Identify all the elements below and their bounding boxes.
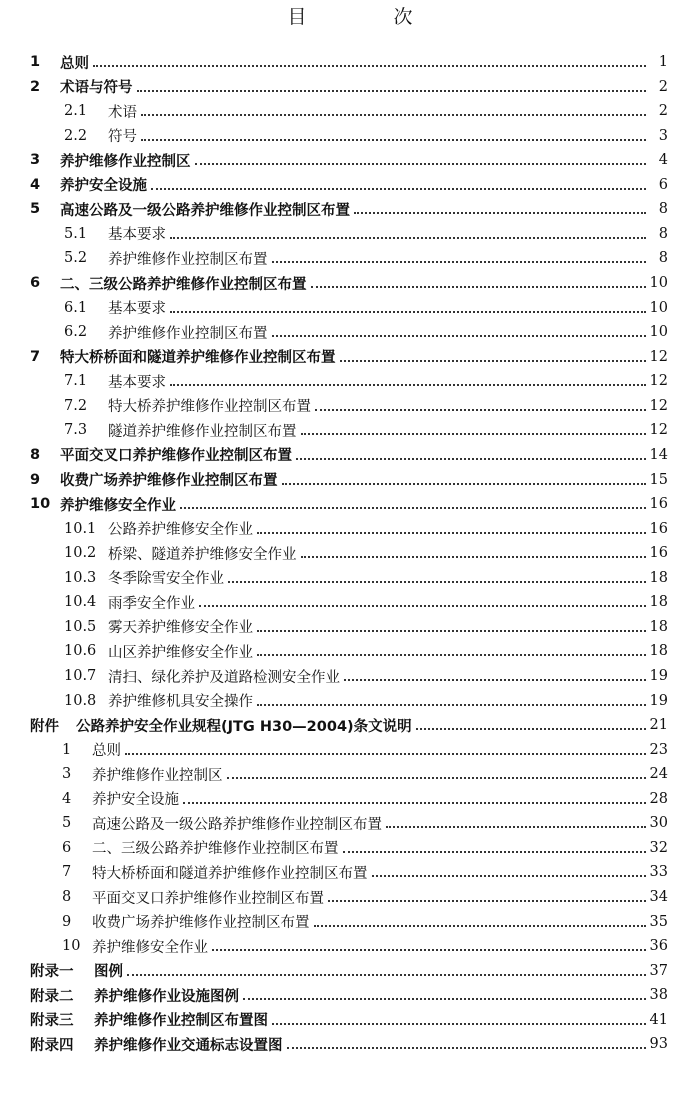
- toc-entry-number: 10.2: [64, 545, 97, 562]
- dot-leader: [195, 149, 647, 165]
- toc-entry-number: 附录一: [30, 964, 74, 981]
- toc-entry[interactable]: [64, 566, 668, 590]
- toc-entry-title: 养护维修机具安全操作: [108, 694, 253, 711]
- toc-entry-title: 平面交叉口养护维修作业控制区布置: [60, 448, 292, 465]
- toc-entry-page: 12: [649, 348, 668, 365]
- toc-entry-title: 高速公路及一级公路养护维修作业控制区布置: [60, 202, 350, 219]
- toc-entry-number: 5: [30, 201, 41, 218]
- dot-leader: [272, 247, 647, 263]
- dot-leader: [372, 861, 646, 877]
- toc-entry-page: 93: [649, 1036, 668, 1053]
- dot-leader: [314, 911, 646, 927]
- toc-entry-page: 21: [649, 717, 668, 734]
- toc-entry-number: 6.1: [64, 299, 88, 316]
- dot-leader: [183, 788, 646, 804]
- toc-entry-page: 18: [649, 594, 668, 611]
- toc-entry-title: 雨季安全作业: [108, 595, 195, 612]
- toc-entry[interactable]: [64, 517, 668, 541]
- toc-entry-number: 1: [62, 741, 72, 758]
- toc-entry[interactable]: [30, 271, 668, 295]
- toc-entry[interactable]: [64, 320, 668, 344]
- dot-leader: [386, 812, 646, 828]
- toc-entry-title: 养护维修作业交通标志设置图: [94, 1037, 283, 1054]
- toc-entry-number: 2: [30, 78, 41, 95]
- toc-entry-title: 收费广场养护维修作业控制区布置: [92, 915, 310, 932]
- dot-leader: [170, 370, 646, 386]
- toc-entry-number: 8: [30, 446, 41, 463]
- toc-entry[interactable]: [30, 983, 668, 1007]
- toc-entry-number: 10.3: [64, 569, 97, 586]
- toc-entry-title: 基本要求: [108, 301, 166, 318]
- toc-entry-page: 10: [649, 299, 668, 316]
- toc-entry-title: 总则: [92, 743, 121, 760]
- toc-entry-title: 术语: [108, 104, 137, 121]
- toc-entry[interactable]: [62, 910, 668, 934]
- dot-leader: [141, 125, 646, 141]
- toc-entry-title: 养护维修作业控制区: [60, 153, 191, 170]
- toc-entry[interactable]: [30, 492, 668, 516]
- toc-entry-number: 附录三: [30, 1013, 74, 1030]
- toc-entry[interactable]: [30, 173, 668, 197]
- toc-entry-title: 养护安全设施: [60, 178, 147, 195]
- toc-entry-page: 37: [649, 962, 668, 979]
- toc-entry-title: 养护安全设施: [92, 792, 179, 809]
- dot-leader: [328, 886, 646, 902]
- toc-entry-page: 30: [649, 815, 668, 832]
- dot-leader: [170, 223, 646, 239]
- dot-leader: [227, 763, 646, 779]
- toc-entry-title: 桥梁、隧道养护维修安全作业: [108, 546, 297, 563]
- toc-entry-page: 18: [649, 569, 668, 586]
- toc-entry[interactable]: [64, 689, 668, 713]
- toc-entry-number: 3: [62, 766, 72, 783]
- dot-leader: [344, 665, 646, 681]
- toc-entry-number: 5.1: [64, 225, 88, 242]
- toc-entry-title: 高速公路及一级公路养护维修作业控制区布置: [92, 816, 382, 833]
- toc-entry[interactable]: [62, 860, 668, 884]
- dot-leader: [257, 616, 646, 632]
- toc-entry-page: 10: [649, 324, 668, 341]
- toc-entry-number: 7.2: [64, 397, 88, 414]
- toc-entry-number: 9: [62, 913, 72, 930]
- toc-entry-number: 7: [30, 348, 41, 365]
- toc-entry-page: 16: [649, 520, 668, 537]
- toc-entry-page: 36: [649, 938, 668, 955]
- toc-entry-page: 12: [649, 422, 668, 439]
- dot-leader: [141, 100, 646, 116]
- toc-entry-title: 基本要求: [108, 374, 166, 391]
- toc-entry-number: 6: [30, 275, 41, 292]
- toc-entry-page: 32: [649, 839, 668, 856]
- toc-entry[interactable]: [30, 1032, 668, 1056]
- toc-entry-page: 8: [658, 250, 668, 267]
- toc-entry-number: 10.7: [64, 668, 97, 684]
- toc-entry-number: 5.2: [64, 250, 88, 267]
- toc-entry-page: 24: [649, 766, 668, 783]
- toc-entry-number: 5: [62, 815, 72, 832]
- toc-entry[interactable]: [30, 713, 668, 737]
- toc-entry[interactable]: [64, 639, 668, 663]
- toc-entry-title: 公路养护安全作业规程(JTG H30—2004)条文说明: [76, 718, 412, 735]
- toc-entry-number: 7: [62, 864, 72, 881]
- dot-leader: [296, 444, 646, 460]
- dot-leader: [343, 837, 646, 853]
- toc-entry[interactable]: [62, 836, 668, 860]
- toc-entry[interactable]: [62, 787, 668, 811]
- dot-leader: [301, 419, 646, 435]
- toc-entry-page: 8: [658, 201, 668, 218]
- dot-leader: [127, 960, 646, 976]
- dot-leader: [257, 518, 646, 534]
- toc-entry-title: 山区养护维修安全作业: [108, 644, 253, 661]
- toc-entry[interactable]: [30, 197, 668, 221]
- toc-entry[interactable]: [30, 50, 668, 74]
- dot-leader: [137, 76, 647, 92]
- dot-leader: [257, 640, 646, 656]
- toc-entry-title: 养护维修作业控制区: [92, 767, 223, 784]
- dot-leader: [243, 984, 646, 1000]
- toc-entry-page: 12: [649, 373, 668, 390]
- toc-entry-title: 养护维修安全作业: [92, 939, 208, 956]
- toc-entry-page: 14: [649, 446, 668, 463]
- toc-entry-page: 38: [649, 987, 668, 1004]
- toc-entry-title: 养护维修作业设施图例: [94, 988, 239, 1005]
- toc-entry-number: 10: [62, 938, 81, 955]
- toc-entry-page: 34: [649, 889, 668, 906]
- dot-leader: [311, 272, 646, 288]
- toc-entry[interactable]: [64, 615, 668, 639]
- toc-entry[interactable]: [64, 394, 668, 418]
- toc-entry[interactable]: [30, 345, 668, 369]
- toc-entry-number: 9: [30, 471, 41, 488]
- toc-entry-page: 3: [658, 127, 668, 144]
- toc-entry-number: 10.8: [64, 692, 97, 709]
- toc-entry[interactable]: [64, 124, 668, 148]
- toc-entry-number: 附录二: [30, 988, 74, 1005]
- toc-entry-page: 1: [658, 54, 668, 70]
- toc-entry-title: 收费广场养护维修作业控制区布置: [60, 473, 278, 490]
- toc-entry-number: 2.1: [64, 103, 88, 120]
- toc-entry[interactable]: [64, 296, 668, 320]
- toc-entry[interactable]: [62, 934, 668, 958]
- toc-entry[interactable]: [30, 1008, 668, 1032]
- toc-entry-page: 16: [649, 545, 668, 562]
- toc-entry-number: 10.4: [64, 594, 97, 611]
- toc-entry-title: 隧道养护维修作业控制区布置: [108, 423, 297, 440]
- toc-entry-title: 养护维修安全作业: [60, 497, 176, 514]
- toc-entry-page: 19: [649, 692, 668, 709]
- toc-entry-page: 16: [649, 496, 668, 513]
- toc-entry-number: 4: [62, 790, 72, 807]
- dot-leader: [170, 297, 646, 313]
- dot-leader: [151, 174, 646, 190]
- toc-entry-title: 雾天养护维修安全作业: [108, 620, 253, 637]
- toc-entry-title: 总则: [60, 55, 89, 72]
- toc-entry-title: 图例: [94, 964, 123, 981]
- dot-leader: [180, 493, 646, 509]
- toc-entry-page: 4: [658, 152, 668, 169]
- toc-entry-page: 10: [649, 275, 668, 292]
- toc-entry-title: 养护维修作业控制区布置: [108, 251, 268, 268]
- dot-leader: [315, 395, 646, 411]
- toc-entry[interactable]: [64, 246, 668, 270]
- toc-entry-title: 冬季除雪安全作业: [108, 571, 224, 588]
- dot-leader: [228, 567, 646, 583]
- toc-entry-title: 公路养护维修安全作业: [108, 522, 253, 539]
- toc-entry-number: 附件: [30, 718, 59, 735]
- toc-entry-number: 8: [62, 889, 72, 906]
- toc-entry-title: 二、三级公路养护维修作业控制区布置: [60, 276, 307, 293]
- toc-entry-page: 28: [649, 790, 668, 807]
- toc-entry-page: 33: [649, 864, 668, 881]
- toc-entry-page: 23: [649, 741, 668, 758]
- toc-entry[interactable]: [64, 664, 668, 688]
- toc-entry-title: 基本要求: [108, 227, 166, 244]
- toc-entry-page: 35: [649, 913, 668, 930]
- toc-entry-page: 15: [649, 471, 668, 488]
- toc-entry-number: 6.2: [64, 324, 88, 341]
- toc-entry-number: 10: [30, 496, 51, 513]
- toc-entry-title: 平面交叉口养护维修作业控制区布置: [92, 890, 324, 907]
- toc-entry-number: 3: [30, 152, 41, 169]
- toc-entry[interactable]: [62, 762, 668, 786]
- page-title: 目 次: [287, 6, 447, 28]
- toc-entry[interactable]: [62, 885, 668, 909]
- dot-leader: [354, 198, 646, 214]
- toc-entry[interactable]: [30, 148, 668, 172]
- toc-entry-title: 符号: [108, 129, 137, 146]
- toc-entry-page: 18: [649, 643, 668, 660]
- toc-entry-number: 7.1: [64, 373, 88, 390]
- toc-entry-number: 2.2: [64, 127, 88, 144]
- toc-entry-number: 1: [30, 54, 41, 70]
- dot-leader: [301, 542, 646, 558]
- toc-entry-title: 特大桥养护维修作业控制区布置: [108, 399, 311, 416]
- toc-entry-number: 4: [30, 176, 41, 193]
- dot-leader: [282, 469, 646, 485]
- toc-entry[interactable]: [64, 369, 668, 393]
- toc-entry-page: 8: [658, 225, 668, 242]
- toc-entry-page: 12: [649, 397, 668, 414]
- toc-entry-page: 6: [658, 176, 668, 193]
- dot-leader: [125, 739, 646, 755]
- toc-entry[interactable]: [64, 418, 668, 442]
- toc-entry-number: 附录四: [30, 1037, 74, 1054]
- toc-entry-number: 10.1: [64, 520, 97, 537]
- dot-leader: [212, 935, 646, 951]
- toc-entry-title: 特大桥桥面和隧道养护维修作业控制区布置: [60, 350, 336, 367]
- toc-entry[interactable]: [30, 468, 668, 492]
- toc-entry-number: 10.5: [64, 618, 97, 635]
- toc-entry-number: 7.3: [64, 422, 88, 439]
- toc-entry-page: 41: [649, 1011, 668, 1028]
- toc-entry[interactable]: [30, 75, 668, 99]
- toc-entry-page: 19: [649, 668, 668, 684]
- toc-entry-title: 特大桥桥面和隧道养护维修作业控制区布置: [92, 865, 368, 882]
- toc-entry[interactable]: [64, 99, 668, 123]
- toc-entry-number: 6: [62, 839, 72, 856]
- dot-leader: [93, 51, 646, 67]
- dot-leader: [257, 690, 646, 706]
- toc-entry[interactable]: [64, 590, 668, 614]
- dot-leader: [272, 321, 646, 337]
- dot-leader: [199, 591, 646, 607]
- toc-entry[interactable]: [64, 222, 668, 246]
- toc-entry[interactable]: [62, 811, 668, 835]
- toc-entry[interactable]: [62, 738, 668, 762]
- toc-entry-page: 18: [649, 618, 668, 635]
- toc-entry[interactable]: [30, 959, 668, 983]
- toc-entry-page: 2: [658, 103, 668, 120]
- toc-entry-title: 术语与符号: [60, 80, 133, 97]
- toc-entry-title: 养护维修作业控制区布置图: [94, 1013, 268, 1030]
- toc-entry-title: 二、三级公路养护维修作业控制区布置: [92, 841, 339, 858]
- toc-entry-title: 养护维修作业控制区布置: [108, 325, 268, 342]
- dot-leader: [287, 1033, 646, 1049]
- toc-entry[interactable]: [30, 443, 668, 467]
- dot-leader: [272, 1009, 646, 1025]
- toc-entry-number: 10.6: [64, 643, 97, 660]
- toc-entry[interactable]: [64, 541, 668, 565]
- toc-entry-title: 清扫、绿化养护及道路检测安全作业: [108, 669, 340, 686]
- toc-entry-page: 2: [658, 78, 668, 95]
- dot-leader: [416, 714, 646, 730]
- dot-leader: [340, 346, 646, 362]
